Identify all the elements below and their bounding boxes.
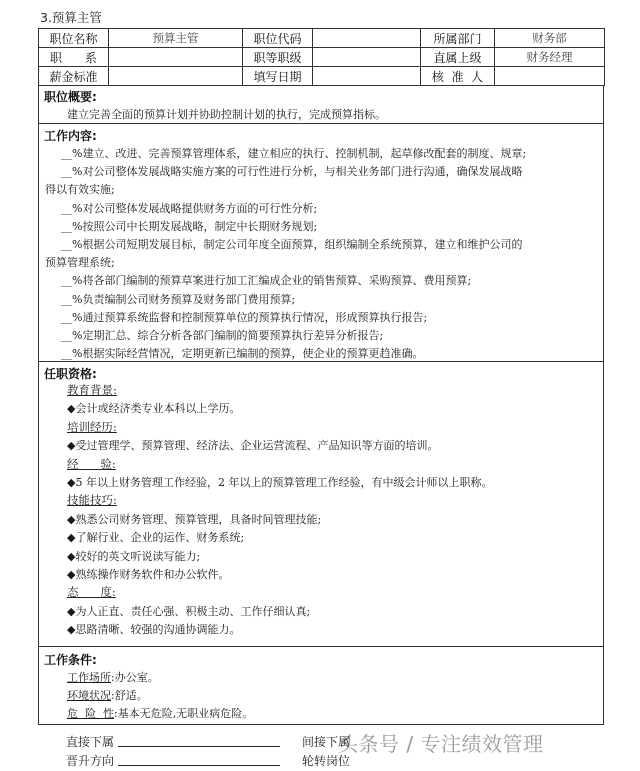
risk-label: 危 险 性 bbox=[67, 707, 114, 720]
place-label: 工作场所 bbox=[67, 671, 111, 684]
work-section bbox=[39, 124, 603, 362]
work-item: __%对公司整体发展战略实施方案的可行性进行分析，与相关业务部门进行沟通，确保发展战略 bbox=[61, 165, 523, 179]
header-table bbox=[38, 28, 605, 86]
rotation-label: 轮转岗位 bbox=[302, 754, 351, 768]
fill-date-label: 填写日期 bbox=[243, 67, 313, 86]
overview-text: 建立完善全面的预算计划并协助控制计划的执行，完成预算指标。 bbox=[67, 108, 386, 121]
education-item: ◆会计或经济类专业本科以上学历。 bbox=[67, 402, 241, 416]
department-label: 所属部门 bbox=[421, 29, 495, 48]
experience-item: ◆5 年以上财务管理工作经验，2 年以上的预算管理工作经验，有中级会计师以上职称。 bbox=[67, 476, 493, 489]
place-value: :办公室。 bbox=[111, 671, 159, 684]
risk-value: :基本无危险,无职业病危险。 bbox=[114, 707, 254, 720]
skill-item: ◆熟悉公司财务管理、预算管理，具备时间管理技能; bbox=[67, 512, 322, 526]
risk-row bbox=[67, 705, 253, 721]
work-item: 预算管理系统; bbox=[45, 256, 115, 270]
skill-item: ◆熟练操作财务软件和办公软件。 bbox=[67, 568, 230, 581]
qualifications-section bbox=[39, 362, 603, 647]
series-value bbox=[109, 48, 243, 67]
education-heading: 教育背景: bbox=[67, 383, 117, 397]
training-heading: 培训经历: bbox=[67, 419, 117, 434]
work-title: 工作内容: bbox=[44, 129, 97, 143]
header-row-3 bbox=[39, 67, 605, 86]
promotion-line bbox=[118, 765, 280, 766]
work-item: __%根据实际经营情况，定期更新已编制的预算，使企业的预算更趋准确。 bbox=[61, 347, 424, 361]
grade-value bbox=[313, 48, 421, 67]
position-code-label: 职位代码 bbox=[243, 29, 313, 48]
header-row-1 bbox=[39, 29, 605, 48]
environment-row bbox=[67, 687, 148, 703]
direct-subordinates-label: 直接下属 bbox=[66, 735, 115, 749]
supervisor-value: 财务经理 bbox=[495, 48, 605, 67]
skill-heading: 技能技巧: bbox=[67, 493, 117, 508]
header-row-2 bbox=[39, 48, 605, 67]
place-row bbox=[67, 669, 159, 685]
work-item: __%根据公司短期发展目标，制定公司年度全面预算，组织编制全系统预算，建立和维护公司的 bbox=[61, 238, 523, 251]
attitude-item: ◆为人正直、责任心强、积极主动、工作仔细认真; bbox=[67, 604, 311, 618]
qualifications-title: 任职资格: bbox=[44, 367, 97, 381]
training-item: ◆受过管理学、预算管理、经济法、企业运营流程、产品知识等方面的培训。 bbox=[67, 439, 439, 453]
work-item: __%负责编制公司财务预算及财务部门费用预算; bbox=[61, 292, 296, 306]
watermark: 头条号 / 专注绩效管理 bbox=[338, 732, 544, 756]
environment-value: :舒适。 bbox=[111, 689, 148, 702]
conditions-section bbox=[39, 647, 603, 724]
grade-label: 职等职级 bbox=[243, 48, 313, 67]
doc-title: 3.预算主管 bbox=[40, 10, 102, 25]
position-code-value bbox=[313, 29, 421, 48]
work-item: __%按照公司中长期发展战略，制定中长期财务规划; bbox=[61, 219, 318, 233]
experience-heading: 经 验: bbox=[67, 456, 116, 471]
environment-label: 环境状况 bbox=[67, 689, 111, 702]
conditions-title: 工作条件: bbox=[44, 653, 97, 667]
position-name-value: 预算主管 bbox=[109, 29, 243, 48]
overview-section bbox=[39, 85, 603, 124]
approver-value bbox=[495, 67, 605, 86]
supervisor-label: 直属上级 bbox=[421, 48, 495, 67]
department-value: 财务部 bbox=[495, 29, 605, 48]
work-item: __%定期汇总、综合分析各部门编制的简要预算执行差异分析报告; bbox=[61, 329, 384, 342]
indirect-subordinates-label: 间接下属 bbox=[302, 735, 351, 749]
skill-item: ◆了解行业、企业的运作、财务系统; bbox=[67, 531, 245, 545]
salary-value bbox=[109, 67, 243, 86]
job-description-body bbox=[38, 85, 604, 725]
work-item: __%建立、改进、完善预算管理体系，建立相应的执行、控制机制，起草修改配套的制度、规章; bbox=[61, 147, 527, 160]
attitude-item: ◆思路清晰、较强的沟通协调能力。 bbox=[67, 623, 241, 637]
position-name-label: 职位名称 bbox=[39, 29, 109, 48]
series-label: 职 系 bbox=[39, 48, 109, 67]
attitude-heading: 态 度: bbox=[67, 585, 116, 600]
promotion-label: 晋升方向 bbox=[66, 754, 115, 768]
approver-label: 核 准 人 bbox=[421, 67, 495, 86]
overview-title: 职位概要: bbox=[44, 90, 97, 104]
work-item: __%通过预算系统监督和控制预算单位的预算执行情况，形成预算执行报告; bbox=[61, 310, 428, 324]
direct-subordinates-line bbox=[118, 746, 280, 747]
salary-label: 薪金标准 bbox=[39, 67, 109, 86]
work-item: __%将各部门编制的预算草案进行加工汇编成企业的销售预算、采购预算、费用预算; bbox=[61, 274, 472, 288]
work-item: 得以有效实施; bbox=[45, 183, 115, 197]
skill-item: ◆较好的英文听说读写能力; bbox=[67, 549, 201, 563]
work-item: __%对公司整体发展战略提供财务方面的可行性分析; bbox=[61, 201, 318, 215]
fill-date-value bbox=[313, 67, 421, 86]
